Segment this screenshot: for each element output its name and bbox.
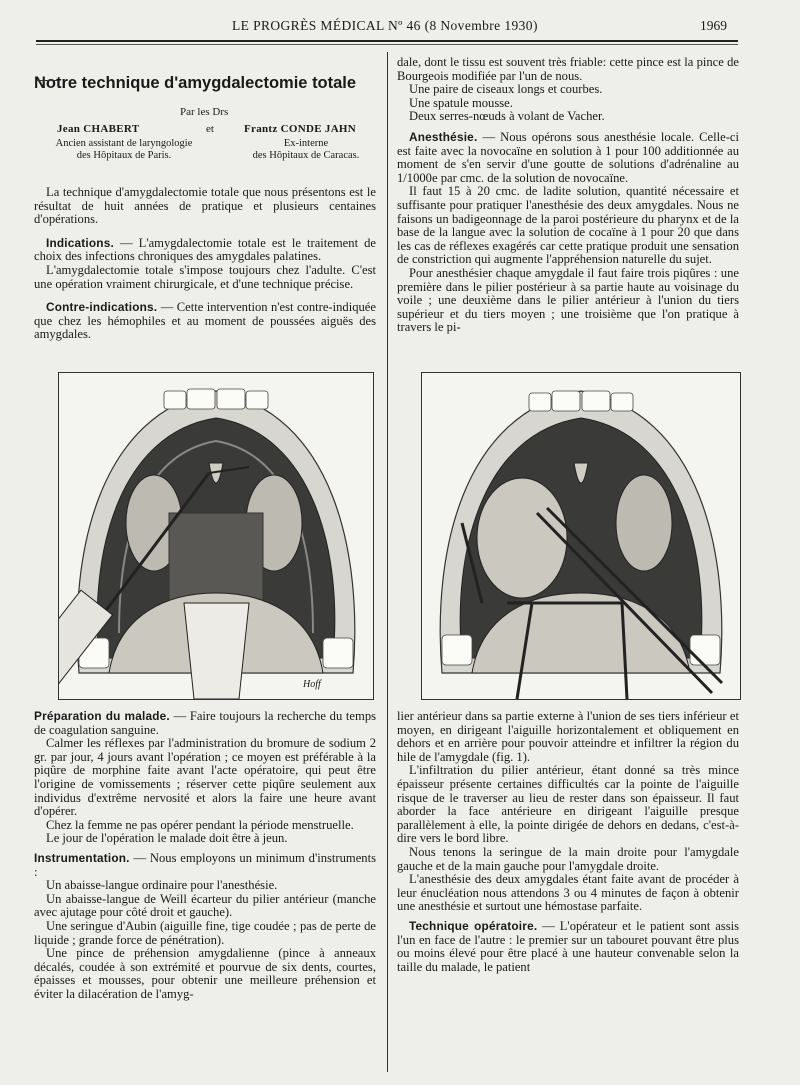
anesthesia-heading: Anesthésie. [409,129,478,144]
byline-and: et [206,123,214,135]
anesthesia-text: — Nous opérons sous anesthésie locale. Celle-ci est faite avec la novocaïne en solution à 1 pour 100 additionnée au moment de s'en servir d'une goutte de solutions d'adrénaline au 1/1000e par cmc. de la solution de novocaïne. [397,129,739,185]
instrumentation-item-2: Un abaisse-langue de Weill écarteur du pilier antérieur (manche avec ajutage pour côté droit et gauche). [34,891,376,920]
technique-paragraph [397,920,739,974]
instrumentation-text: — Nous employons un minimum d'instruments : [34,850,376,879]
aff1-line1: Ancien assistant de laryngologie [55,138,193,149]
instrumentation-heading: Instrumentation. [34,850,130,865]
contraindications-text: — Cette intervention n'est contre-indiquée que chez les hémophiles et au moment de poussées aiguës des amygdales. [34,300,376,342]
page-number: 1969 [700,18,727,33]
figure-1-drawing [59,373,373,699]
author-1-affiliation [34,138,214,161]
technique-continuation: lier antérieur dans sa partie externe à l'union de ses tiers inférieur et moyen, en dirigeant l'aiguille horizontalement et obliquement en dehors et en arrière pour pouvoir atteindre et infiltrer la région du hile de l'amygdale (fig. 1). [397,709,739,764]
preparation-paragraph-3: Chez la femme ne pas opérer pendant la période menstruelle. [46,817,354,832]
preparation-text: — Faire toujours la recherche du temps de coagulation sanguine. [34,709,377,737]
preparation-heading: Préparation du malade. [34,709,170,723]
intro-paragraph: La technique d'amygdalectomie totale que nous présentons est le résultat de huit années de pratique et plusieurs centaines d'opérations. [34,185,376,227]
anesthesia-paragraph [397,131,739,185]
preparation-paragraph [34,710,376,737]
contraindications-paragraph [34,301,376,342]
header-rule-thin [36,44,738,45]
indications-text: — L'amygdalectomie totale est le traitement de choix des infections chroniques des amygdales palatines. [34,235,376,264]
author-2: Frantz CONDE JAHN [244,123,357,135]
preparation-paragraph-2: Calmer les réflexes par l'administration du bromure de sodium 2 gr. par jour, 4 jours avant l'opération ; ce moyen est préférable à la piqûre de morphine faite avant l'acte opératoire, qui peut être l'origine de vomissements ; réserver cette piqûre seulement aux individus d'extrême nervosité et alors la faire une heure avant d'opérer. [34,736,376,819]
aff2-line2: des Hôpitaux de Caracas. [252,149,360,161]
column-rule [387,52,388,1072]
anesthesia-paragraph-3: Pour anesthésier chaque amygdale il faut faire trois piqûres : une première dans le pilier postérieur à sa partie haute au voisinage du voile ; une deuxième dans le pilier antérieur à l'union du tiers supérieur et du tiers moyen ; une troisième que l'on pratique à travers le pi- [397,265,739,335]
author-1: Jean CHABERT [57,123,140,135]
technique-heading: Technique opératoire. [409,918,538,933]
instrument-continuation: dale, dont le tissu est souvent très friable: cette pince est la pince de Bourgeois modifiée par l'un de nous. [397,55,739,83]
instrument-scissors: Une paire de ciseaux longs et courbes. [409,82,603,97]
aff2-line1: Ex-interne [283,138,329,149]
indications-heading: Indications. [46,235,114,250]
right-column-bottom [397,710,739,974]
preparation-paragraph-4: Le jour de l'opération le malade doit être à jeun. [46,831,288,846]
page-header [0,0,800,40]
left-column-bottom [34,710,376,1001]
technique-text: — L'opérateur et le patient sont assis l'un en face de l'autre : le premier sur un tabouret pouvant être plus ou moins élevé pour être placé à une hauteur convenable selon la taille du malade, le patient [397,918,740,974]
instrumentation-item-4: Une pince de préhension amygdalienne (pince à anneaux décalés, coudée à son extrémité et pourvue de six dents, courtes, épaisses et mousses, pour obtenir une meilleure préhension et éviter la dilacération de l'amyg- [34,946,376,1001]
infiltration-paragraph: L'infiltration du pilier antérieur, étant donné sa très mince épaisseur présente certaines difficultés car la pointe de l'aiguille risque de le traverser au lieu de rester dans son épaisseur. Il faut aborder la face antérieure en dirigeant l'aiguille presque parallèlement à elle, la pointe dirigée de dehors en dedans, c'est-à-dire vers le bord libre. [397,763,739,846]
byline: Par les Drs [180,106,229,118]
figure-1-illustration [58,372,374,700]
contraindications-heading: Contre-indications. [46,300,158,315]
title-dash [36,80,58,81]
instrumentation-item-1: Un abaisse-langue ordinaire pour l'anesthésie. [46,878,278,893]
aff1-line2: des Hôpitaux de Paris. [76,149,172,161]
figure-2-illustration [421,372,741,700]
indications-paragraph [34,237,376,264]
right-column-top [397,56,739,335]
waiting-paragraph: L'anesthésie des deux amygdales étant faite avant de procéder à leur énucléation nous attendons 3 ou 4 minutes de façon à obtenir une anesthésie et surtout une hémostase parfaite. [397,872,739,914]
author-2-affiliation [236,138,376,161]
instrumentation-paragraph [34,852,376,879]
instrumentation-item-3: Une seringue d'Aubin (aiguille fine, tige coudée ; pas de perte de liquide ; grande force de pénétration). [34,918,376,947]
indications-paragraph-2: L'amygdalectomie totale s'impose toujours chez l'adulte. C'est une opération vraiment chirurgicale, et d'une technique précise. [34,262,376,291]
anesthesia-paragraph-2: Il faut 15 à 20 cmc. de ladite solution, quantité nécessaire et suffisante pour pratiquer l'anesthésie des deux amygdales. Nous ne faisons un badigeonnage de la paroi postérieure du pharynx et de la base de la langue avec la solution de cocaïne à 1 pour 20 que dans les cas de réflexes exagérés car cette pratique produit une sensation de constriction qui augmente l'appréhension naturelle du sujet. [397,184,739,267]
header-rule [36,40,738,42]
article-title: Notre technique d'amygdalectomie totale [34,74,357,92]
figure-2-drawing [422,373,740,699]
journal-title: LE PROGRÈS MÉDICAL Nº 46 (8 Novembre 1930) [232,18,538,33]
instrument-spatula: Une spatule mousse. [409,95,513,110]
syringe-hand-paragraph: Nous tenons la seringue de la main droite pour l'amygdale gauche et de la main gauche pour l'amygdale droite. [397,844,739,873]
instrument-snares: Deux serres-nœuds à volant de Vacher. [409,109,605,124]
figure-1-signature: Hoff [303,679,321,690]
left-column-top [34,186,376,342]
